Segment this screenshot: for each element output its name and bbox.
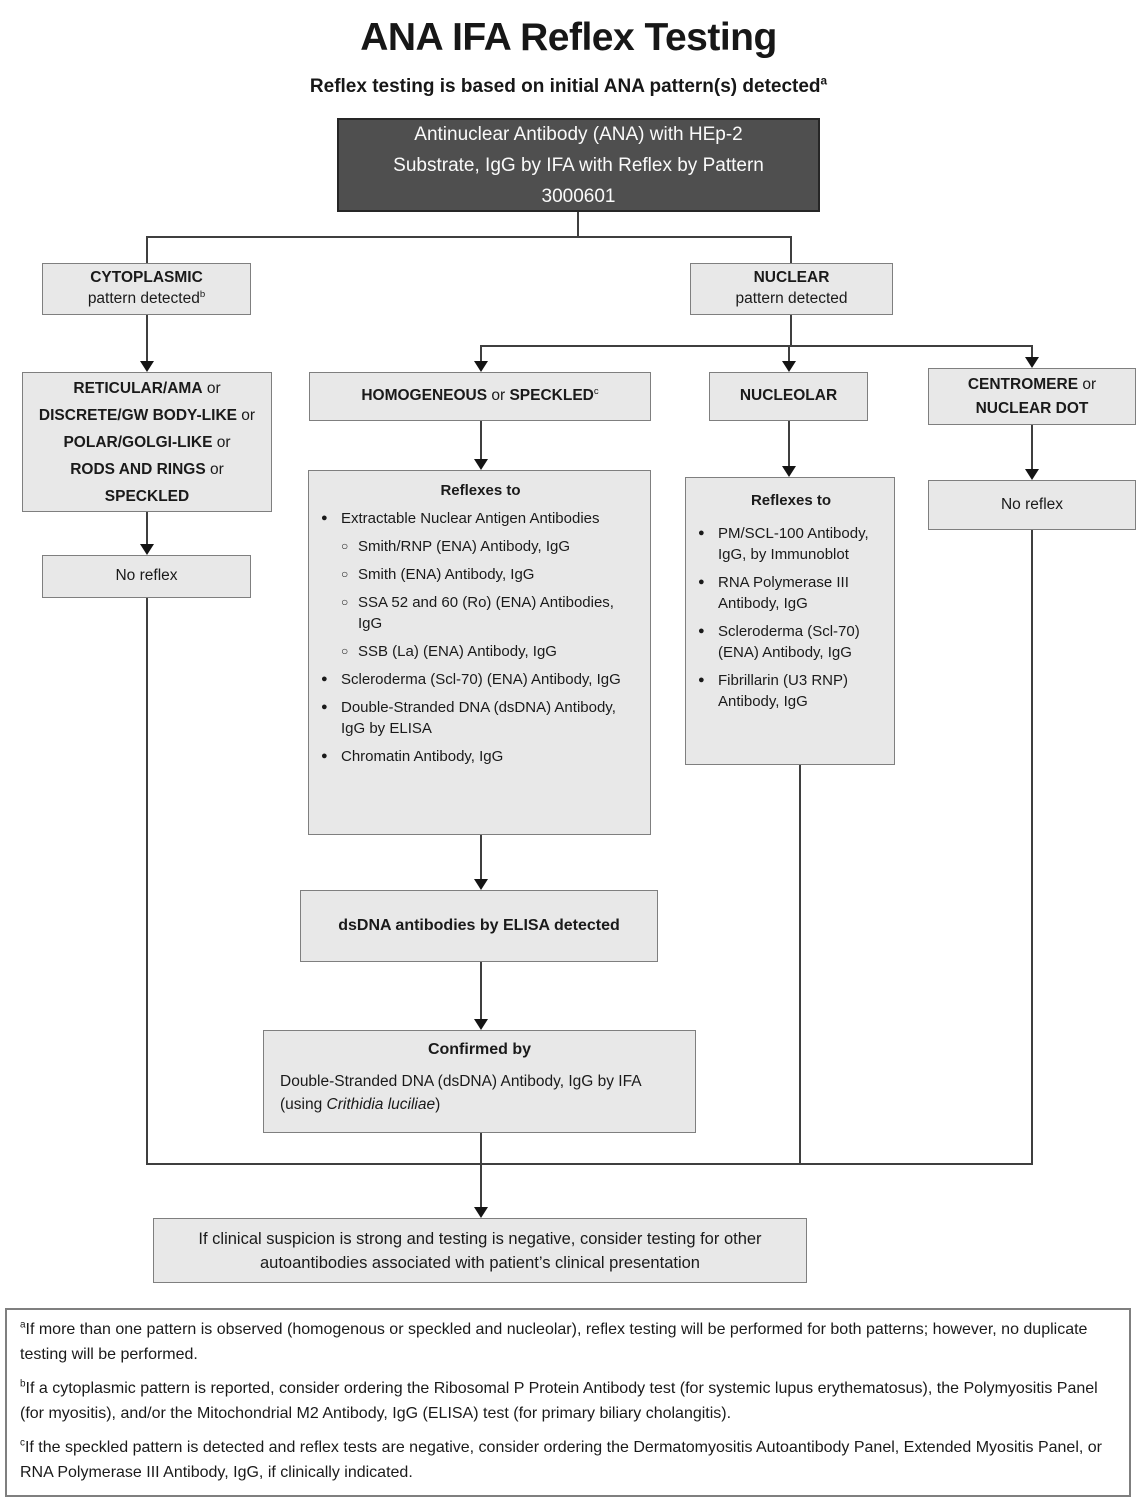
list-item [698,670,884,712]
bullet-filled-icon: ● [321,750,328,762]
list-item [321,508,640,529]
pattern-name: DISCRETE/GW BODY-LIKE [38,406,237,424]
connector-line [480,421,482,461]
bullet-filled-icon: ● [698,674,705,686]
bullet-open-icon: ○ [341,595,349,609]
confirmed-by-box [263,1030,696,1133]
arrowhead-down-icon [140,361,154,372]
pattern-name: SPECKLED [104,487,190,505]
no-reflex-right-label: No reflex [1000,495,1064,513]
arrowhead-down-icon [474,1207,488,1218]
bullet-filled-icon: ● [698,576,705,588]
pattern-name: POLAR/GOLGI-LIKE [63,433,213,451]
list-item-text: Scleroderma (Scl-70) (ENA) Antibody, IgG [718,623,860,661]
confirmed-by-body [280,1070,679,1116]
list-item-text: SSA 52 and 60 (Ro) (ENA) Antibodies, IgG [358,594,614,632]
bullet-open-icon: ○ [341,644,349,658]
cytoplasmic-subtitle-text: pattern detected [87,290,200,307]
cytoplasmic-subpatterns-box [22,372,272,512]
arrowhead-down-icon [474,879,488,890]
cytoplasmic-subtitle [88,289,205,310]
list-item [321,697,640,739]
page-subtitle-superscript: a [820,74,828,88]
or-word: or [1078,375,1097,393]
pattern-name: RETICULAR/AMA [73,379,203,397]
pattern-name: RODS AND RINGS [70,460,206,478]
bullet-open-icon: ○ [341,539,349,553]
list-item [698,572,884,614]
centromere-line-1 [968,373,1096,397]
homogeneous-reflex-list-box [308,470,651,835]
footnote-a [20,1317,1116,1367]
nuclear-title: NUCLEAR [753,269,830,287]
cytoplasmic-superscript: b [199,288,206,300]
clinical-suspicion-text: If clinical suspicion is strong and testing is negative, consider testing for other autoantibodies associated with patient’s clinical presentation [198,1229,762,1272]
footnote-c [20,1435,1116,1485]
connector-line [146,236,148,263]
footnote-a-text: If more than one pattern is observed (homogenous or speckled and nucleolar), reflex testing will be performed for both patterns; however, no duplicate testing will be performed. [20,1321,1088,1363]
list-item-text: Scleroderma (Scl-70) (ENA) Antibody, IgG [341,671,621,688]
connector-line [480,835,482,880]
bullet-filled-icon: ● [698,527,705,539]
list-item [341,536,640,557]
species-name-italic: Crithidia luciliae [326,1095,436,1113]
bullet-filled-icon: ● [321,701,328,713]
connector-line [146,598,148,1164]
nucleolar-reflex-list-box [685,477,895,765]
connector-line [1031,425,1033,471]
pattern-or: or [212,433,231,451]
connector-line [480,345,1032,347]
arrowhead-down-icon [782,466,796,477]
connector-line [577,212,579,237]
list-item-text: Double-Stranded DNA (dsDNA) Antibody, IgG by ELISA [341,699,616,737]
list-item [341,641,640,662]
connector-line [146,1163,1033,1165]
centromere-line-2: NUCLEAR DOT [975,399,1089,417]
bullet-filled-icon: ● [321,512,328,524]
list-item-text: Chromatin Antibody, IgG [341,748,504,765]
confirmed-body-text-end: ) [435,1095,441,1113]
arrowhead-down-icon [1025,357,1039,368]
pattern-or: or [205,460,224,478]
arrowhead-down-icon [474,459,488,470]
nuclear-subtitle: pattern detected [735,290,848,307]
homogeneous-superscript: c [593,385,599,397]
homogeneous-speckled-box [309,372,651,421]
footnote-b [20,1376,1116,1426]
connector-line [799,765,801,1164]
root-test-code: 3000601 [541,185,616,207]
centromere-word: CENTROMERE [967,375,1079,393]
page-subtitle-text: Reflex testing is based on initial ANA pattern(s) detected [309,76,821,97]
list-item [698,523,884,565]
arrowhead-down-icon [1025,469,1039,480]
pattern-line [63,429,230,456]
confirmed-by-heading: Confirmed by [427,1041,532,1058]
footnote-c-superscript: c [20,1437,25,1449]
list-item-text: PM/SCL-100 Antibody, IgG, by Immunoblot [718,525,869,563]
clinical-suspicion-box [153,1218,807,1283]
list-item [321,746,640,767]
list-item-text: Extractable Nuclear Antigen Antibodies [341,510,600,527]
connector-line [788,421,790,468]
no-reflex-left-label: No reflex [115,567,178,585]
pattern-line [73,375,220,402]
connector-line [790,236,792,263]
or-word: or [487,387,510,405]
list-item-text: Fibrillarin (U3 RNP) Antibody, IgG [718,672,849,710]
bullet-filled-icon: ● [698,625,705,637]
arrowhead-down-icon [474,1019,488,1030]
connector-line [146,236,791,238]
list-item [341,592,640,634]
root-test-line-2: Substrate, IgG by IFA with Reflex by Pattern [393,154,764,176]
connector-line [480,962,482,1020]
root-test-box [337,118,820,212]
dsdna-detected-label: dsDNA antibodies by ELISA detected [338,917,620,935]
list-item [341,564,640,585]
connector-line [790,315,792,346]
arrowhead-down-icon [140,544,154,555]
arrowhead-down-icon [474,361,488,372]
pattern-or: or [202,379,221,397]
list-item-text: Smith (ENA) Antibody, IgG [358,566,535,583]
root-test-line-1: Antinuclear Antibody (ANA) with HEp-2 [414,123,743,145]
footnote-b-text: If a cytoplasmic pattern is reported, consider ordering the Ribosomal P Protein Antibody test (for systemic lupus erythematosus), the Polymyositis Panel (for myositis), and/or the Mitochondrial M2 Antibody, IgG (ELISA) test (for primary biliary cholangitis). [20,1380,1098,1422]
footnote-a-superscript: a [20,1319,26,1331]
footnotes-box [5,1308,1131,1497]
list-item-text: SSB (La) (ENA) Antibody, IgG [358,643,557,660]
dsdna-detected-box [300,890,658,962]
connector-line [146,315,148,362]
pattern-line [105,483,189,510]
reflexes-to-heading: Reflexes to [750,492,832,509]
confirmed-body-text: Double-Stranded DNA (dsDNA) Antibody, IgG by IFA (using [280,1072,641,1113]
bullet-open-icon: ○ [341,567,349,581]
connector-line [146,512,148,545]
list-item-text: Smith/RNP (ENA) Antibody, IgG [358,538,571,555]
nucleolar-box [709,372,868,421]
pattern-line [70,456,224,483]
no-reflex-left-box [42,555,251,598]
speckled-word: SPECKLED [509,387,594,405]
arrowhead-down-icon [782,361,796,372]
cytoplasmic-title: CYTOPLASMIC [90,269,203,287]
pattern-line [39,402,255,429]
page-title: ANA IFA Reflex Testing [360,16,777,59]
footnote-c-text: If the speckled pattern is detected and reflex tests are negative, consider ordering the Dermatomyositis Autoantibody Panel, Extended Myositis Panel, or RNA Polymerase III Antibody, IgG, if clinically indicated. [20,1439,1102,1481]
footnote-b-superscript: b [20,1378,26,1390]
no-reflex-right-box [928,480,1136,530]
nucleolar-label: NUCLEOLAR [739,387,838,405]
list-item-text: RNA Polymerase III Antibody, IgG [718,574,849,612]
bullet-filled-icon: ● [321,673,328,685]
page-subtitle [0,76,1137,98]
list-item [321,669,640,690]
nuclear-pattern-box [690,263,893,315]
homogeneous-word: HOMOGENEOUS [361,387,488,405]
connector-line [1031,530,1033,1164]
list-item [698,621,884,663]
connector-line [480,1133,482,1208]
cytoplasmic-pattern-box [42,263,251,315]
centromere-box [928,368,1136,425]
homogeneous-speckled-label [361,386,598,407]
pattern-or: or [236,406,256,424]
reflexes-to-heading: Reflexes to [440,482,521,499]
